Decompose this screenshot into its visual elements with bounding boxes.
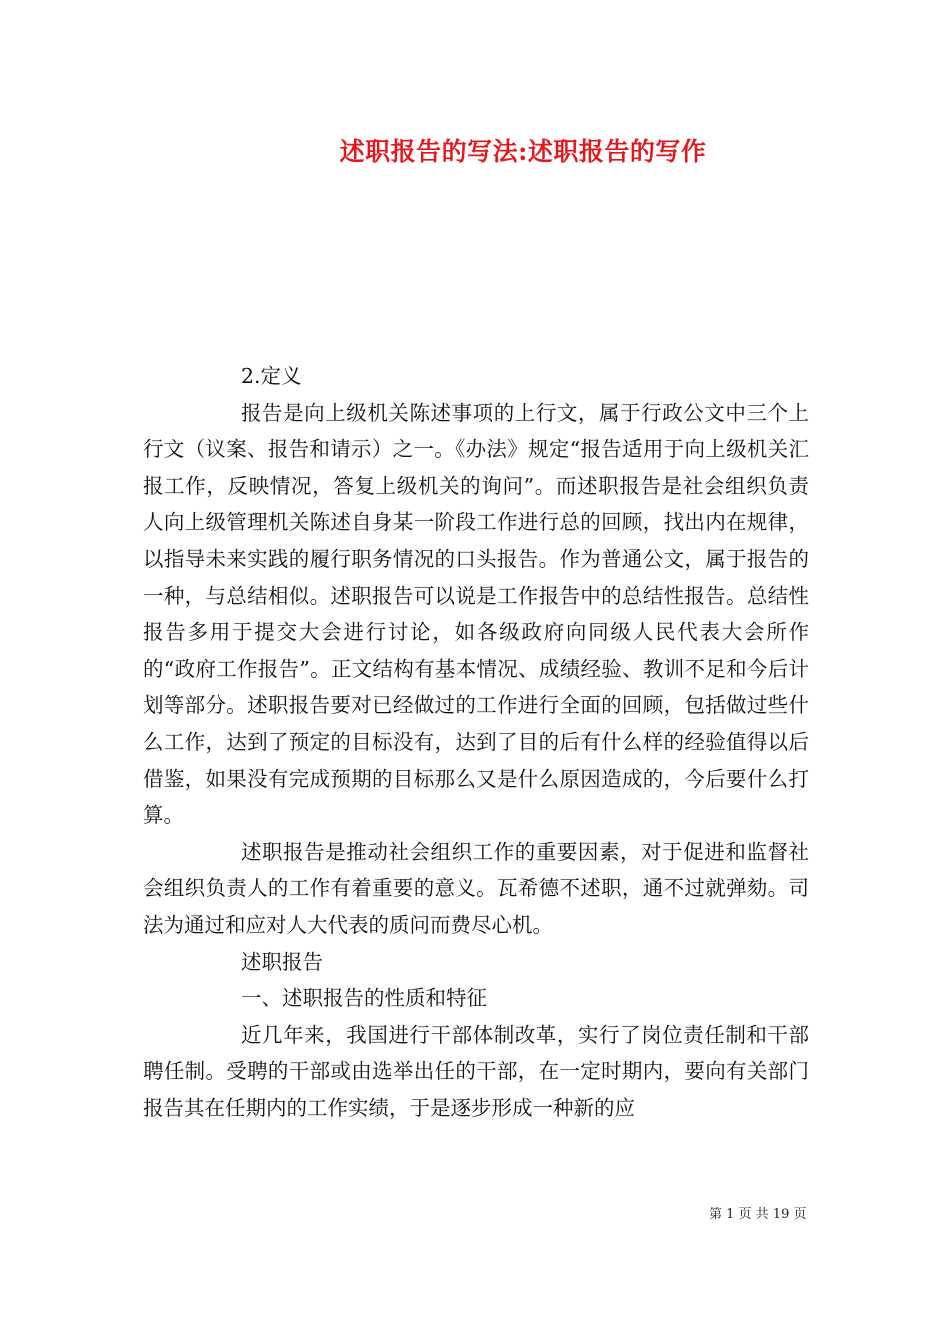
document-body bbox=[143, 358, 809, 1126]
paragraph-background: 近几年来，我国进行干部体制改革，实行了岗位责任制和干部聘任制。受聘的干部或由选举出任的干部，在一定时期内，要向有关部门报告其在任期内的工作实绩，于是逐步形成一种新的应 bbox=[143, 1022, 809, 1120]
section-heading-report: 述职报告 bbox=[241, 949, 323, 974]
section-heading-nature: 一、述职报告的性质和特征 bbox=[241, 986, 487, 1011]
paragraph-definition: 报告是向上级机关陈述事项的上行文，属于行政公文中三个上行文（议案、报告和请示）之一。《办法》规定“报告适用于向上级机关汇报工作，反映情况，答复上级机关的询问”。而述职报告是社会组织负责人向上级管理机关陈述自身某一阶段工作进行总的回顾，找出内在规律，以指导未来实践的履行职务情况的口头报告。作为普通公文，属于报告的一种，与总结相似。述职报告可以说是工作报告中的总结性报告。总结性报告多用于提交大会进行讨论，如各级政府向同级人民代表大会所作的“政府工作报告”。正文结构有基本情况、成绩经验、教训不足和今后计划等部分。述职报告要对已经做过的工作进行全面的回顾，包括做过些什么工作，达到了预定的目标没有，达到了目的后有什么样的经验值得以后借鉴，如果没有完成预期的目标那么又是什么原因造成的，今后要什么打算。 bbox=[143, 400, 809, 828]
section-heading-definition: 2.定义 bbox=[241, 364, 302, 388]
page-number-footer: 第 1 页 共 19 页 bbox=[709, 1207, 807, 1222]
document-title: 述职报告的写法:述职报告的写作 bbox=[339, 137, 707, 166]
paragraph-importance: 述职报告是推动社会组织工作的重要因素，对于促进和监督社会组织负责人的工作有着重要的意义。瓦希德不述职，通不过就弹劾。司法为通过和应对人大代表的质问而费尽心机。 bbox=[143, 839, 809, 937]
